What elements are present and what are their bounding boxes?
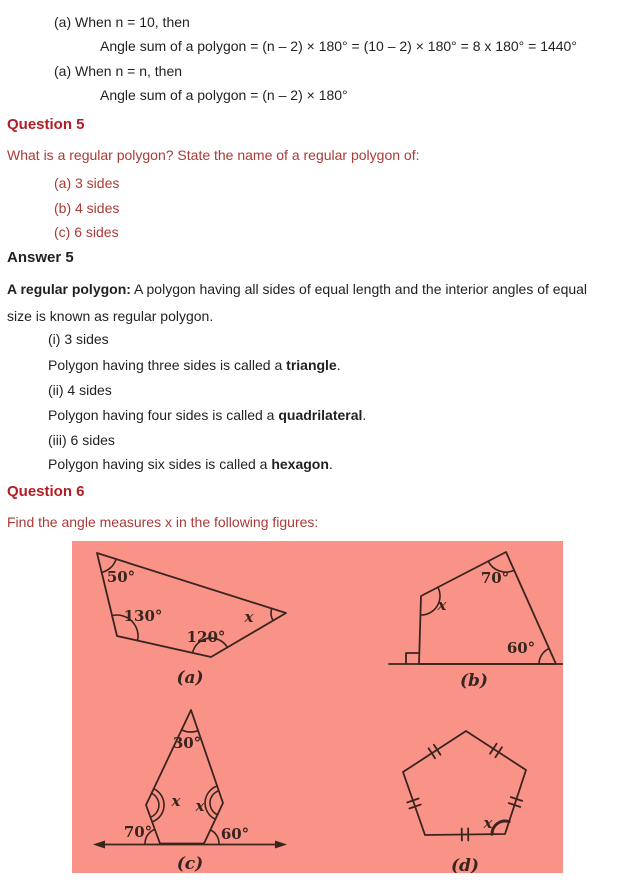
question5-intro: What is a regular polygon? State the name of a regular polygon of: — [7, 147, 420, 163]
answer5-definition-term: A regular polygon: — [7, 281, 131, 297]
figure-c-arc-x-left-inner — [150, 793, 159, 817]
figure-c-left-arrowhead — [93, 841, 105, 849]
figure-c-angle-60-label: 60° — [220, 825, 250, 843]
answer5-item1-period: . — [336, 357, 341, 373]
figure-c-caption: (c) — [176, 854, 204, 873]
answer5-definition-line2: size is known as regular polygon. — [7, 308, 214, 324]
figure-a-angle-50-label: 50° — [106, 568, 136, 586]
answer5-definition-rest: A polygon having all sides of equal length and the interior angles of equal — [130, 281, 588, 297]
figure-b-caption: (b) — [460, 671, 488, 691]
figure-a-arc-x — [271, 609, 273, 621]
figure-d-pentagon — [403, 731, 526, 835]
answer5-definition-line1 — [7, 281, 587, 298]
answer5-item3-text: Polygon having six sides is called a — [48, 456, 272, 472]
figure-d-caption: (d) — [451, 856, 479, 873]
question6-intro: Find the angle measures x in the following figures: — [7, 514, 319, 530]
figure-c-angle-x-right-label: x — [195, 797, 205, 815]
question6-figure-image — [72, 541, 563, 873]
answer5-item2-sentence — [48, 407, 366, 424]
figure-d — [403, 731, 526, 873]
answer5-item1-label: (i) 3 sides — [48, 331, 109, 347]
answer5-item3-period: . — [328, 456, 333, 472]
answer5-item3-label: (iii) 6 sides — [48, 432, 115, 448]
answer4-formula-n10: Angle sum of a polygon = (n – 2) × 180° = (10 – 2) × 180° = 8 x 180° = 1440° — [100, 38, 577, 54]
question5-option-a: (a) 3 sides — [54, 175, 120, 191]
question5-option-b: (b) 4 sides — [54, 200, 120, 216]
figure-d-angle-x-label: x — [483, 814, 493, 832]
figure-c-pentagon — [146, 710, 223, 844]
figure-c-angle-x-left-label: x — [171, 792, 181, 810]
figure-b-angle-x-label: x — [437, 596, 447, 614]
answer5-item3-sentence — [48, 456, 333, 473]
figure-b — [389, 552, 563, 691]
answer5-heading: Answer 5 — [7, 249, 74, 266]
figure-b-angle-70-label: 70° — [480, 569, 510, 587]
figure-b-angle-60-label: 60° — [506, 639, 536, 657]
answer5-item1-term: triangle — [286, 357, 337, 373]
figure-canvas — [72, 541, 563, 873]
figure-c-right-arrowhead — [275, 841, 287, 849]
figure-a-angle-120-label: 120° — [186, 628, 226, 646]
answer5-item1-sentence — [48, 357, 341, 374]
question5-option-c: (c) 6 sides — [54, 224, 119, 240]
answer5-item2-term: quadrilateral — [278, 407, 363, 423]
question6-heading: Question 6 — [7, 483, 85, 500]
figure-a-angle-x-label: x — [244, 608, 254, 626]
question5-heading: Question 5 — [7, 116, 85, 133]
figure-a-caption: (a) — [176, 668, 204, 688]
answer4-case-line-2: (a) When n = n, then — [54, 63, 183, 79]
answer5-item2-label: (ii) 4 sides — [48, 382, 112, 398]
figure-a — [97, 553, 286, 688]
answer5-item2-text: Polygon having four sides is called a — [48, 407, 279, 423]
answer4-case-line: (a) When n = 10, then — [54, 14, 190, 30]
figure-c-arc-30 — [182, 730, 199, 732]
answer5-item3-term: hexagon — [271, 456, 329, 472]
figure-c-arc-x-right-inner — [210, 791, 219, 815]
answer5-item2-period: . — [362, 407, 367, 423]
figure-b-arc-60 — [539, 649, 549, 665]
figure-c-angle-30-label: 30° — [172, 734, 202, 752]
answer5-item1-text: Polygon having three sides is called a — [48, 357, 287, 373]
figure-c-arc-60 — [210, 830, 219, 844]
figure-c-arc-x-left-outer — [152, 789, 164, 822]
answer4-formula-n: Angle sum of a polygon = (n – 2) × 180° — [100, 87, 348, 103]
figure-a-angle-130-label: 130° — [123, 607, 163, 625]
figure-c — [93, 710, 287, 873]
figure-b-right-angle-mark — [406, 653, 419, 664]
figure-c-angle-70-label: 70° — [123, 823, 153, 841]
